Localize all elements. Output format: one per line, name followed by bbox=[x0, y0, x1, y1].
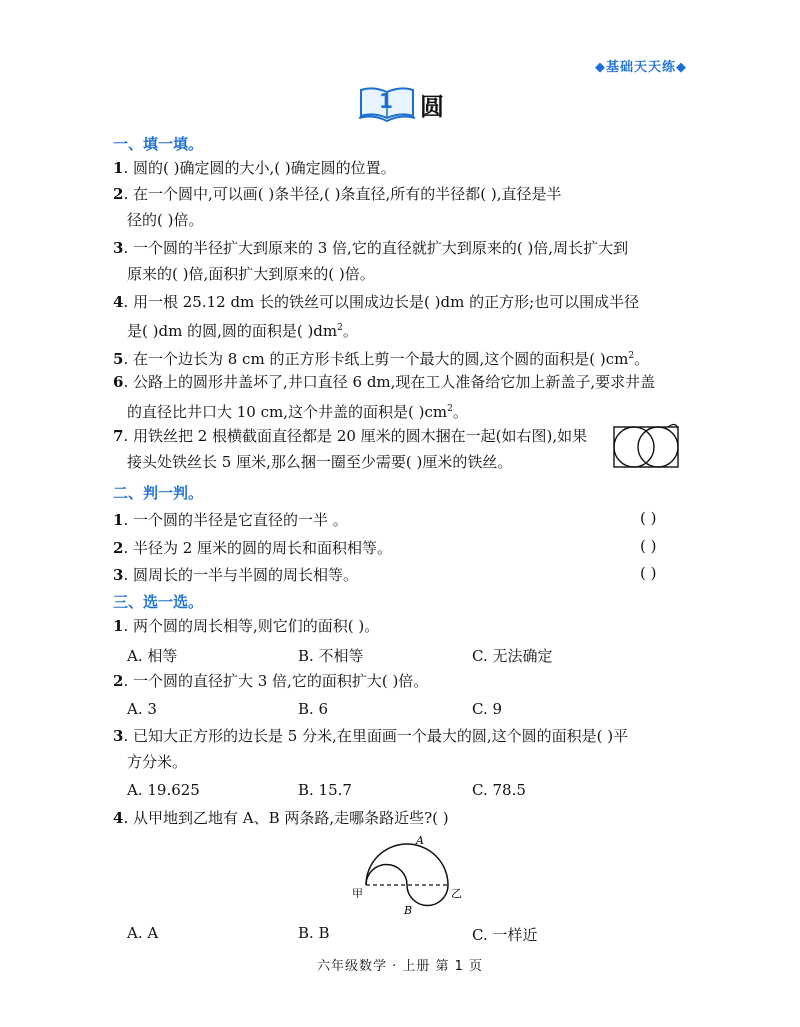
q3-3-option-c[interactable]: C. 78.5 bbox=[472, 781, 526, 799]
q3-4-option-a[interactable]: A. A bbox=[127, 924, 159, 942]
label-jia: 甲 bbox=[352, 887, 363, 900]
q1-7-line2: 接头处铁丝长 5 厘米,那么捆一圈至少需要( )厘米的铁丝。 bbox=[127, 453, 513, 471]
page-footer: 六年级数学 · 上册 第 1 页 bbox=[316, 959, 484, 974]
q3-3-line2: 方分米。 bbox=[127, 753, 188, 771]
q3-3-option-b[interactable]: B. 15.7 bbox=[298, 781, 352, 799]
q2-2: 2. 半径为 2 厘米的圆的周长和面积相等。 bbox=[113, 539, 393, 557]
q1-7-line1: 7. 用铁丝把 2 根横截面直径都是 20 厘米的圆木捆在一起(如右图),如果 bbox=[113, 427, 588, 445]
q1-3-line1: 3. 一个圆的半径扩大到原来的 3 倍,它的直径就扩大到原来的( )倍,周长扩大到 bbox=[113, 239, 629, 257]
q3-3-line1: 3. 已知大正方形的边长是 5 分米,在里面画一个最大的圆,这个圆的面积是( )平 bbox=[113, 727, 629, 745]
q3-2: 2. 一个圆的直径扩大 3 倍,它的面积扩大( )倍。 bbox=[113, 672, 429, 690]
q2-3-blank[interactable]: ( ) bbox=[640, 564, 657, 582]
section-fill-in: 一、填一填。 bbox=[113, 135, 204, 153]
label-yi: 乙 bbox=[451, 887, 462, 900]
route-figure bbox=[348, 832, 468, 916]
q2-1-blank[interactable]: ( ) bbox=[640, 509, 657, 527]
lesson-number: 1 bbox=[379, 89, 393, 113]
section-choose: 三、选一选。 bbox=[113, 593, 204, 611]
label-a: A bbox=[416, 834, 424, 847]
q3-1: 1. 两个圆的周长相等,则它们的面积( )。 bbox=[113, 617, 380, 635]
q3-2-option-a[interactable]: A. 3 bbox=[127, 700, 157, 718]
q3-4-option-c[interactable]: C. 一样近 bbox=[472, 926, 538, 944]
q3-4-option-b[interactable]: B. B bbox=[298, 924, 330, 942]
q3-1-option-a[interactable]: A. 相等 bbox=[127, 647, 178, 665]
q2-3: 3. 圆周长的一半与半圆的周长相等。 bbox=[113, 566, 358, 584]
two-circles-figure bbox=[608, 421, 684, 473]
q1-3-line2: 原来的( )倍,面积扩大到原来的( )倍。 bbox=[127, 265, 375, 283]
section-judge: 二、判一判。 bbox=[113, 484, 204, 502]
q1-4-line2: 是( )dm 的圆,圆的面积是( )$dm^2$。 bbox=[127, 322, 358, 340]
q3-1-option-b[interactable]: B. 不相等 bbox=[298, 647, 364, 665]
q1-6-line2: 的直径比井口大 10 cm,这个井盖的面积是( )$cm^2$。 bbox=[127, 403, 468, 421]
page-title: 圆 bbox=[420, 92, 444, 121]
header-badge: ◆基础天天练◆ bbox=[595, 60, 687, 75]
q3-1-option-c[interactable]: C. 无法确定 bbox=[472, 647, 553, 665]
q1-6-line1: 6. 公路上的圆形井盖坏了,井口直径 6 dm,现在工人准备给它加上新盖子,要求井盖 bbox=[113, 373, 656, 391]
label-b: B bbox=[404, 904, 413, 916]
q1-2-line2: 径的( )倍。 bbox=[127, 211, 204, 229]
q3-4: 4. 从甲地到乙地有 A、B 两条路,走哪条路近些?( ) bbox=[113, 809, 449, 827]
q1-1: 1. 圆的( )确定圆的大小,( )确定圆的位置。 bbox=[113, 159, 396, 177]
q1-5: 5. 在一个边长为 8 cm 的正方形卡纸上剪一个最大的圆,这个圆的面积是( )$cm^2$。 bbox=[113, 350, 650, 368]
q3-3-option-a[interactable]: A. 19.625 bbox=[127, 781, 200, 799]
q1-2-line1: 2. 在一个圆中,可以画( )条半径,( )条直径,所有的半径都( ),直径是半 bbox=[113, 185, 562, 203]
q2-1: 1. 一个圆的半径是它直径的一半 。 bbox=[113, 511, 348, 529]
q2-2-blank[interactable]: ( ) bbox=[640, 537, 657, 555]
q3-2-option-c[interactable]: C. 9 bbox=[472, 700, 503, 718]
q1-4-line1: 4. 用一根 25.12 dm 长的铁丝可以围成边长是( )dm 的正方形;也可以围成半径 bbox=[113, 293, 640, 311]
q3-2-option-b[interactable]: B. 6 bbox=[298, 700, 329, 718]
